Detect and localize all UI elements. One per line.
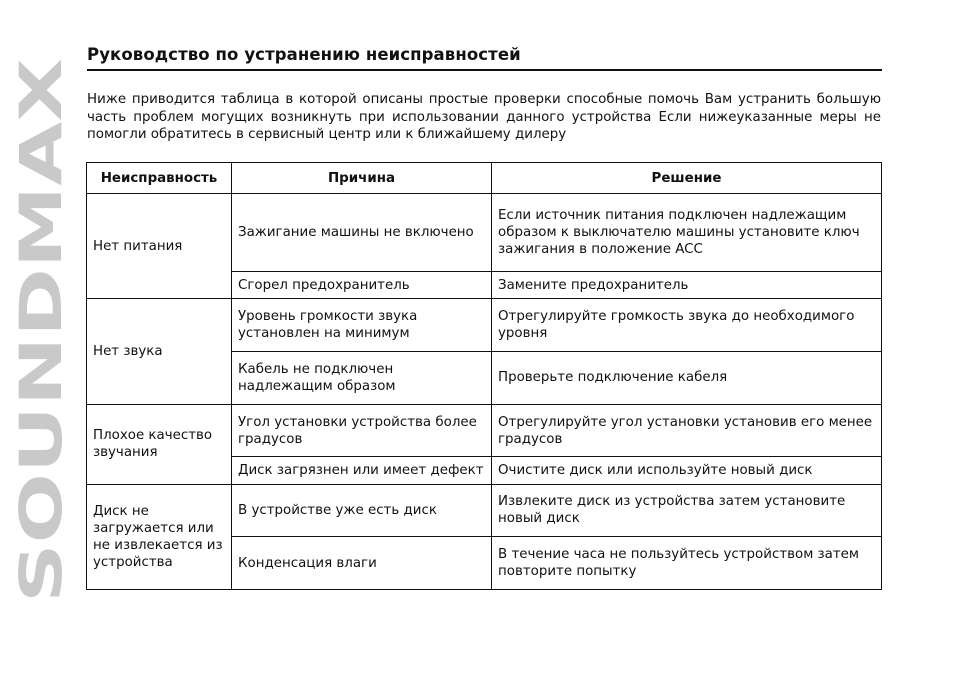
cause-cell: Кабель не подключен надлежащим образом xyxy=(232,352,492,405)
brand-logo-text: SOUNDMAX xyxy=(7,220,75,603)
table-row xyxy=(87,194,882,272)
header-cause: Причина xyxy=(232,163,492,194)
solution-cell: Замените предохранитель xyxy=(492,272,882,299)
cause-cell: Угол установки устройства более градусов xyxy=(232,404,492,457)
cause-cell: В устройстве уже есть диск xyxy=(232,484,492,537)
problem-cell: Нет питания xyxy=(87,194,232,299)
header-problem: Неисправность xyxy=(87,163,232,194)
solution-cell: Проверьте подключение кабеля xyxy=(492,352,882,405)
cause-cell: Конденсация влаги xyxy=(232,537,492,590)
cause-cell: Зажигание машины не включено xyxy=(232,194,492,272)
cause-cell: Диск загрязнен или имеет дефект xyxy=(232,457,492,484)
table-row xyxy=(87,404,882,457)
solution-cell: Отрегулируйте громкость звука до необходимого уровня xyxy=(492,299,882,352)
solution-cell: В течение часа не пользуйтесь устройством затем повторите попытку xyxy=(492,537,882,590)
solution-cell: Отрегулируйте угол установки установив его менее градусов xyxy=(492,404,882,457)
solution-cell: Если источник питания подключен надлежащим образом к выключателю машины установите ключ зажигания в положение ACC xyxy=(492,194,882,272)
table-row xyxy=(87,299,882,352)
table-row xyxy=(87,484,882,537)
problem-cell: Плохое качество звучания xyxy=(87,404,232,484)
cause-cell: Сгорел предохранитель xyxy=(232,272,492,299)
header-solution: Решение xyxy=(492,163,882,194)
problem-cell: Нет звука xyxy=(87,299,232,404)
intro-paragraph: Ниже приводится таблица в которой описаны простые проверки способные помочь Вам устранить большую часть проблем могущих возникнуть при использовании данного устройства Если нижеуказанные меры не помогли обратитесь в сервисный центр или к ближайшему дилеру xyxy=(87,92,881,142)
page-title: Руководство по устранению неисправностей xyxy=(87,45,882,71)
table-header-row xyxy=(87,163,882,194)
solution-cell: Очистите диск или используйте новый диск xyxy=(492,457,882,484)
cause-cell: Уровень громкости звука установлен на минимум xyxy=(232,299,492,352)
brand-logo xyxy=(7,58,75,606)
solution-cell: Извлеките диск из устройства затем установите новый диск xyxy=(492,484,882,537)
troubleshooting-table xyxy=(86,162,882,590)
problem-cell: Диск не загружается или не извлекается из устройства xyxy=(87,484,232,589)
